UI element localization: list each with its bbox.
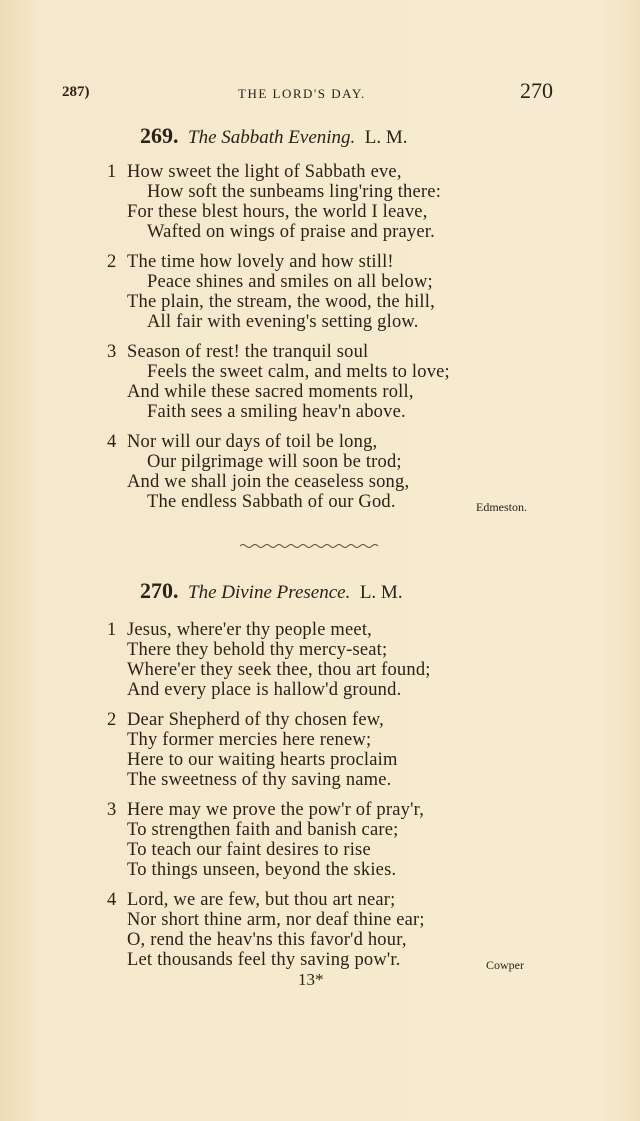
verse-line: How sweet the light of Sabbath eve, xyxy=(127,162,402,182)
verse-line: Lord, we are few, but thou art near; xyxy=(127,890,396,910)
page-number: 270 xyxy=(520,78,553,103)
verse-number: 1 xyxy=(107,162,117,182)
verse-line: The endless Sabbath of our God. xyxy=(147,492,396,512)
verse-line: How soft the sunbeams ling'ring there: xyxy=(147,182,442,202)
hymn-name: The Divine Presence. xyxy=(188,582,351,603)
verse-line: Thy former mercies here renew; xyxy=(127,730,372,750)
verse-number: 3 xyxy=(107,342,117,362)
verse-line: To things unseen, beyond the skies. xyxy=(127,860,397,880)
verse-line: Peace shines and smiles on all below; xyxy=(147,272,433,292)
hymn-title xyxy=(140,578,403,604)
section-divider xyxy=(240,542,380,550)
verse-line: Nor will our days of toil be long, xyxy=(127,432,378,452)
verse-line: Let thousands feel thy saving pow'r. xyxy=(127,950,401,970)
verse-line: And while these sacred moments roll, xyxy=(127,382,414,402)
verse-number: 2 xyxy=(107,710,117,730)
verse-line: The time how lovely and how still! xyxy=(127,252,394,272)
verse-line: The plain, the stream, the wood, the hill, xyxy=(127,292,435,312)
verse-line: Wafted on wings of praise and prayer. xyxy=(147,222,435,242)
verse-number: 3 xyxy=(107,800,117,820)
verse-line: To teach our faint desires to rise xyxy=(127,840,371,860)
hymn-number: 270. xyxy=(140,578,179,603)
verse-line: Here may we prove the pow'r of pray'r, xyxy=(127,800,425,820)
header-left-number: 287) xyxy=(62,84,90,100)
verse-line: Where'er they seek thee, thou art found; xyxy=(127,660,431,680)
verse-line: Jesus, where'er thy people meet, xyxy=(127,620,373,640)
verse-line: Here to our waiting hearts proclaim xyxy=(127,750,398,770)
verse-line: For these blest hours, the world I leave, xyxy=(127,202,428,222)
verse-line: There they behold thy mercy-seat; xyxy=(127,640,388,660)
verse-line: The sweetness of thy saving name. xyxy=(127,770,392,790)
verse-number: 4 xyxy=(107,432,117,452)
hymn-author: Edmeston. xyxy=(476,500,527,514)
signature-mark: 13* xyxy=(298,970,324,989)
hymn-meter: L. M. xyxy=(364,127,408,148)
hymn-name: The Sabbath Evening. xyxy=(188,127,356,148)
verse-number: 4 xyxy=(107,890,117,910)
verse-line: Nor short thine arm, nor deaf thine ear; xyxy=(127,910,425,930)
verse-line: Feels the sweet calm, and melts to love; xyxy=(147,362,450,382)
verse-number: 1 xyxy=(107,620,117,640)
verse-line: To strengthen faith and banish care; xyxy=(127,820,399,840)
hymn-number: 269. xyxy=(140,123,179,148)
hymn-meter: L. M. xyxy=(359,582,403,603)
verse-line: Faith sees a smiling heav'n above. xyxy=(147,402,406,422)
verse-line: O, rend the heav'ns this favor'd hour, xyxy=(127,930,407,950)
verse-line: And every place is hallow'd ground. xyxy=(127,680,402,700)
hymn-title xyxy=(140,123,408,149)
hymn-author: Cowper xyxy=(486,958,524,972)
verse-number: 2 xyxy=(107,252,117,272)
verse-line: Our pilgrimage will soon be trod; xyxy=(147,452,402,472)
verse-line: And we shall join the ceaseless song, xyxy=(127,472,410,492)
running-head: THE LORD'S DAY. xyxy=(238,86,366,101)
verse-line: Dear Shepherd of thy chosen few, xyxy=(127,710,384,730)
verse-line: Season of rest! the tranquil soul xyxy=(127,342,369,362)
verse-line: All fair with evening's setting glow. xyxy=(147,312,419,332)
